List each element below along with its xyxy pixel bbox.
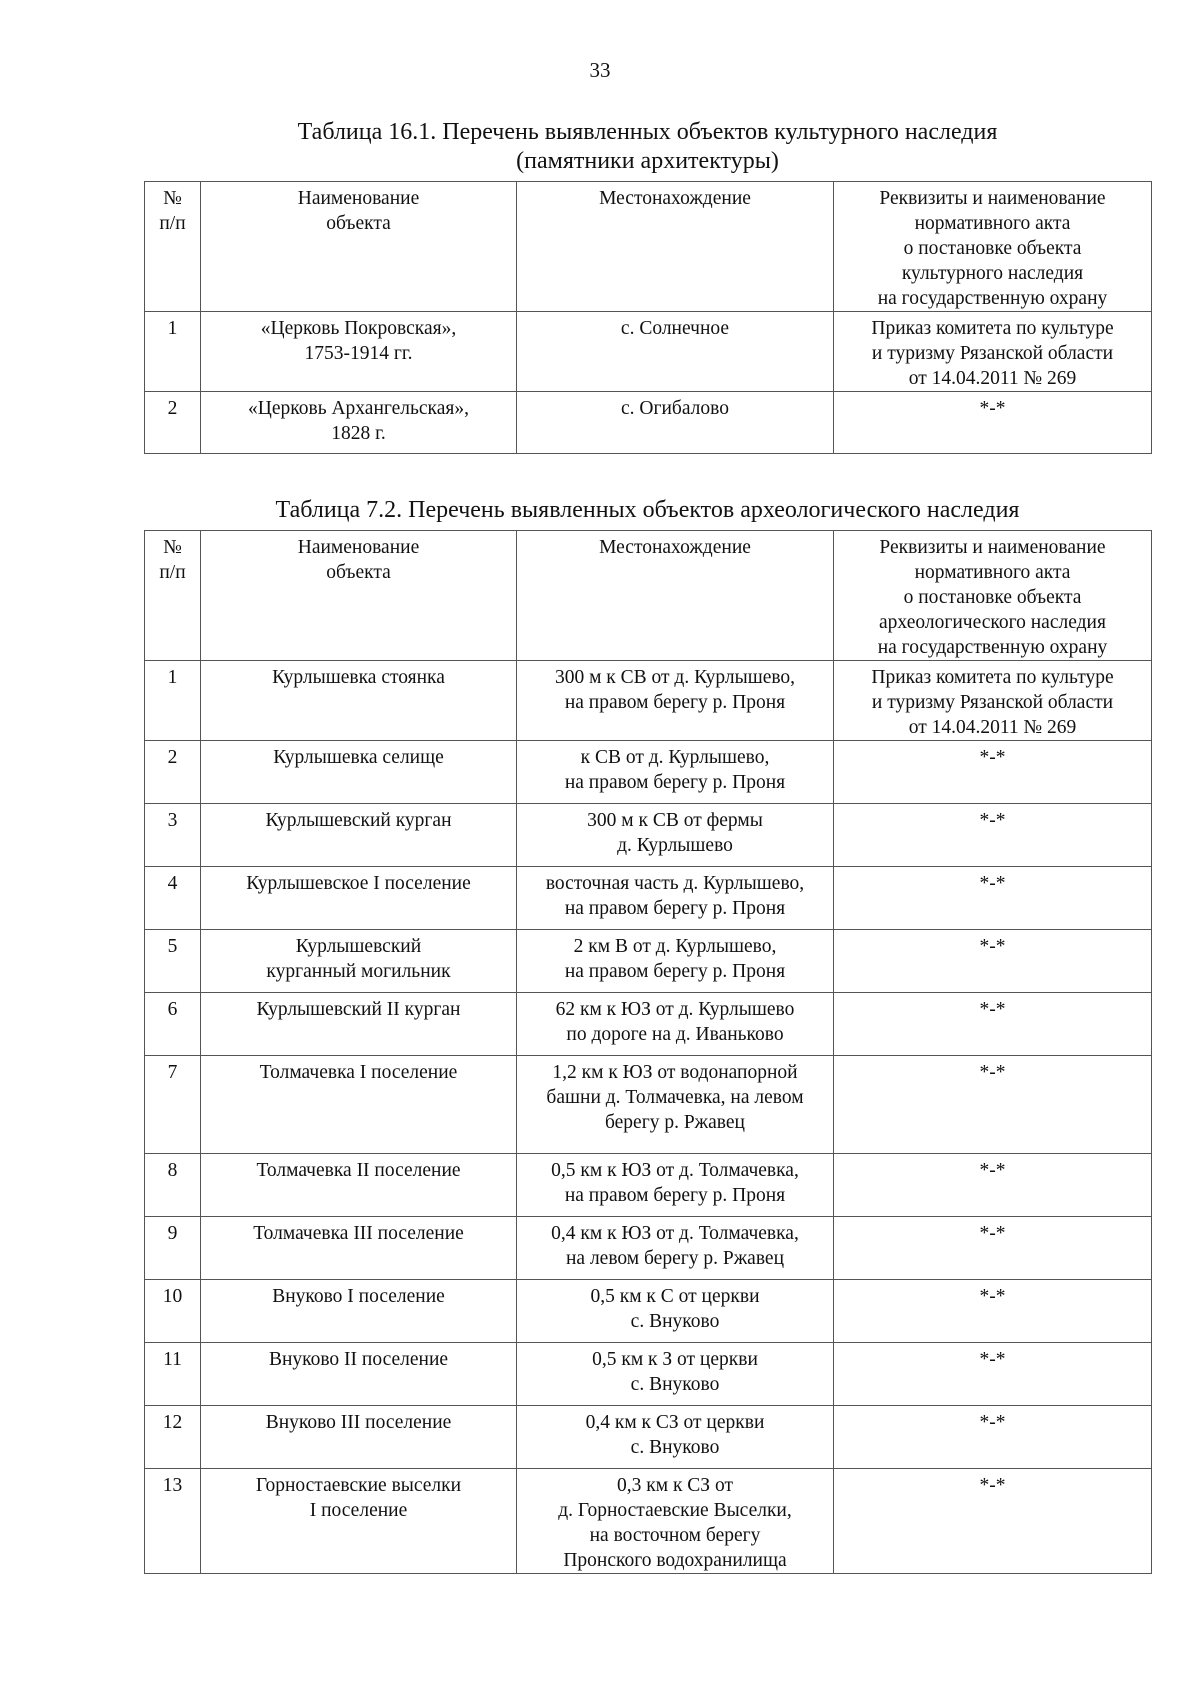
cell-name: Толмачевка II поселение (201, 1154, 517, 1217)
cell-num: 8 (145, 1154, 201, 1217)
cell-requisites: *-* (834, 867, 1152, 930)
cell-location: 62 км к ЮЗ от д. Курлышево по дороге на д. Иваньково (517, 993, 834, 1056)
architecture-monuments-table (144, 181, 1152, 454)
cell-requisites: *-* (834, 1154, 1152, 1217)
cell-requisites: *-* (834, 804, 1152, 867)
cell-num: 5 (145, 930, 201, 993)
header-location: Местонахождение (517, 531, 834, 661)
cell-name: «Церковь Покровская», 1753-1914 гг. (201, 312, 517, 392)
cell-location: 0,3 км к СЗ от д. Горностаевские Выселки, на восточном берегу Пронского водохранилища (517, 1469, 834, 1574)
cell-num: 2 (145, 741, 201, 804)
table-2-body (145, 661, 1152, 1574)
cell-name: Курлышевское I поселение (201, 867, 517, 930)
table-row (145, 867, 1152, 930)
cell-requisites: *-* (834, 1343, 1152, 1406)
cell-name: «Церковь Архангельская», 1828 г. (201, 392, 517, 454)
cell-num: 7 (145, 1056, 201, 1154)
cell-name: Внуково I поселение (201, 1280, 517, 1343)
cell-location: 0,5 км к С от церкви с. Внуково (517, 1280, 834, 1343)
table-1-title: Таблица 16.1. Перечень выявленных объектов культурного наследия (памятники архитектуры) (297, 119, 998, 174)
cell-location: с. Огибалово (517, 392, 834, 454)
table-row (145, 1154, 1152, 1217)
cell-name: Курлышевка стоянка (201, 661, 517, 741)
cell-name: Курлышевка селище (201, 741, 517, 804)
cell-requisites: *-* (834, 930, 1152, 993)
cell-requisites: *-* (834, 1280, 1152, 1343)
cell-name: Курлышевский II курган (201, 993, 517, 1056)
table-row (145, 1469, 1152, 1574)
table-row (145, 804, 1152, 867)
table-row (145, 1280, 1152, 1343)
cell-requisites: *-* (834, 1217, 1152, 1280)
cell-location: 2 км В от д. Курлышево, на правом берегу р. Проня (517, 930, 834, 993)
cell-location: 0,4 км к ЮЗ от д. Толмачевка, на левом берегу р. Ржавец (517, 1217, 834, 1280)
cell-location: 0,4 км к СЗ от церкви с. Внуково (517, 1406, 834, 1469)
cell-location: 1,2 км к ЮЗ от водонапорной башни д. Толмачевка, на левом берегу р. Ржавец (517, 1056, 834, 1154)
cell-location: с. Солнечное (517, 312, 834, 392)
table-row (145, 930, 1152, 993)
table-row (145, 1056, 1152, 1154)
cell-num: 13 (145, 1469, 201, 1574)
cell-requisites: *-* (834, 1406, 1152, 1469)
cell-requisites: *-* (834, 392, 1152, 454)
cell-location: 0,5 км к З от церкви с. Внуково (517, 1343, 834, 1406)
cell-name: Курлышевский курган (201, 804, 517, 867)
cell-location: 300 м к СВ от фермы д. Курлышево (517, 804, 834, 867)
cell-num: 4 (145, 867, 201, 930)
cell-requisites: *-* (834, 1056, 1152, 1154)
cell-requisites: Приказ комитета по культуре и туризму Рязанской области от 14.04.2011 № 269 (834, 312, 1152, 392)
table-row (145, 1343, 1152, 1406)
cell-num: 1 (145, 312, 201, 392)
cell-num: 2 (145, 392, 201, 454)
cell-name: Внуково III поселение (201, 1406, 517, 1469)
table-2-title: Таблица 7.2. Перечень выявленных объектов археологического наследия (275, 497, 1020, 523)
header-location: Местонахождение (517, 182, 834, 312)
table-row (145, 741, 1152, 804)
cell-location: 0,5 км к ЮЗ от д. Толмачевка, на правом берегу р. Проня (517, 1154, 834, 1217)
cell-requisites: *-* (834, 993, 1152, 1056)
cell-requisites: Приказ комитета по культуре и туризму Рязанской области от 14.04.2011 № 269 (834, 661, 1152, 741)
cell-name: Горностаевские выселки I поселение (201, 1469, 517, 1574)
cell-num: 3 (145, 804, 201, 867)
header-name: Наименование объекта (201, 531, 517, 661)
cell-requisites: *-* (834, 741, 1152, 804)
table-row (145, 392, 1152, 454)
cell-location: к СВ от д. Курлышево, на правом берегу р. Проня (517, 741, 834, 804)
cell-name: Толмачевка I поселение (201, 1056, 517, 1154)
cell-location: восточная часть д. Курлышево, на правом берегу р. Проня (517, 867, 834, 930)
archaeological-heritage-table (144, 530, 1152, 1574)
header-num: № п/п (145, 531, 201, 661)
table-row (145, 1217, 1152, 1280)
header-num: № п/п (145, 182, 201, 312)
cell-num: 12 (145, 1406, 201, 1469)
cell-num: 9 (145, 1217, 201, 1280)
table-row (145, 312, 1152, 392)
header-requisites: Реквизиты и наименование нормативного акта о постановке объекта археологического наследия на государственную охрану (834, 531, 1152, 661)
cell-location: 300 м к СВ от д. Курлышево, на правом берегу р. Проня (517, 661, 834, 741)
page-number: 33 (589, 58, 611, 82)
table-1-body (145, 312, 1152, 454)
cell-requisites: *-* (834, 1469, 1152, 1574)
table-row (145, 993, 1152, 1056)
header-name: Наименование объекта (201, 182, 517, 312)
cell-name: Внуково II поселение (201, 1343, 517, 1406)
cell-num: 6 (145, 993, 201, 1056)
table-header-row (145, 182, 1152, 312)
table-row (145, 661, 1152, 741)
cell-num: 10 (145, 1280, 201, 1343)
cell-num: 1 (145, 661, 201, 741)
table-row (145, 1406, 1152, 1469)
header-requisites: Реквизиты и наименование нормативного акта о постановке объекта культурного наследия на государственную охрану (834, 182, 1152, 312)
cell-name: Толмачевка III поселение (201, 1217, 517, 1280)
cell-name: Курлышевский курганный могильник (201, 930, 517, 993)
table-header-row (145, 531, 1152, 661)
cell-num: 11 (145, 1343, 201, 1406)
